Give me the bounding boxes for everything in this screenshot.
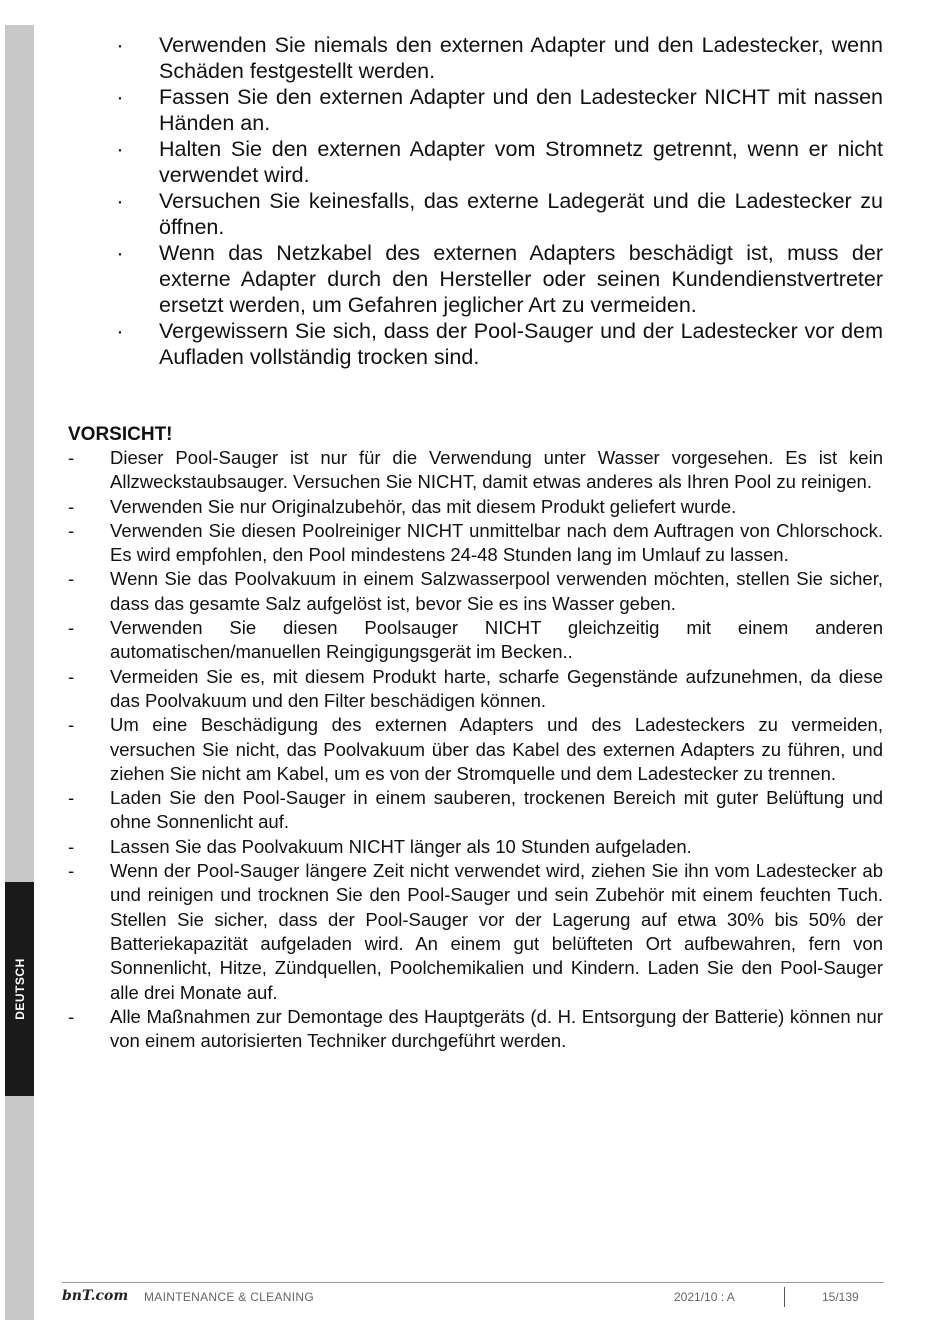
- dash-mark: -: [68, 1005, 75, 1027]
- brand-logo: bnT.com: [62, 1288, 129, 1304]
- caution-item: [68, 1005, 883, 1054]
- dash-mark: -: [68, 519, 75, 541]
- caution-text: Verwenden Sie diesen Poolsauger NICHT gleichzeitig mit einem anderen automatischen/manuellen Reingigungsgerät im Becken..: [110, 617, 883, 663]
- footer-revision: 2021/10 : A: [674, 1290, 735, 1304]
- caution-list: [68, 446, 883, 1053]
- caution-item: [68, 786, 883, 835]
- caution-text: Wenn Sie das Poolvakuum in einem Salzwasserpool verwenden möchten, stellen Sie sicher, dass das gesamte Salz aufgelöst ist, bevor Sie es ins Wasser geben.: [110, 568, 883, 614]
- caution-text: Vermeiden Sie es, mit diesem Produkt harte, scharfe Gegenstände aufzunehmen, da diese das Poolvakuum und den Filter beschädigen können.: [110, 665, 883, 711]
- caution-item: [68, 616, 883, 665]
- caution-item: [68, 446, 883, 495]
- dash-mark: -: [68, 495, 75, 517]
- language-tab-label: DEUTSCH: [12, 958, 27, 1020]
- caution-text: Um eine Beschädigung des externen Adapters und des Ladesteckers zu vermeiden, versuchen Sie nicht, das Poolvakuum über das Kabel des externen Adapters zu führen, und ziehen Sie nicht am Kabel, um es von der Stromquelle und dem Ladestecker zu trennen.: [110, 714, 883, 784]
- bullet-mark: ·: [116, 319, 124, 343]
- side-bar: [5, 25, 34, 1320]
- caution-text: Verwenden Sie diesen Poolreiniger NICHT unmittelbar nach dem Auftragen von Chlorschock. Es wird empfohlen, den Pool mindestens 24-48 Stunden lang im Umlauf zu lassen.: [110, 519, 883, 566]
- caution-text: Dieser Pool-Sauger ist nur für die Verwendung unter Wasser vorgesehen. Es ist kein Allzweckstaubsauger. Versuchen Sie NICHT, damit etwas anderes als Ihren Pool zu reinigen.: [110, 447, 883, 493]
- caution-text: Alle Maßnahmen zur Demontage des Hauptgeräts (d. H. Entsorgung der Batterie) können nur von einem autorisierten Techniker durchgeführt werden.: [110, 1005, 883, 1052]
- warning-item: [113, 240, 883, 318]
- caution-text: Laden Sie den Pool-Sauger in einem sauberen, trockenen Bereich mit guter Belüftung und ohne Sonnenlicht auf.: [110, 787, 883, 833]
- caution-item: [68, 519, 883, 568]
- dash-mark: -: [68, 835, 75, 857]
- footer-divider: [62, 1282, 884, 1283]
- dash-mark: -: [68, 787, 75, 809]
- caution-text: Verwenden Sie nur Originalzubehör, das mit diesem Produkt geliefert wurde.: [110, 495, 737, 517]
- caution-item: [68, 665, 883, 714]
- caution-item: [68, 495, 883, 519]
- warning-item: [113, 136, 883, 188]
- bullet-mark: ·: [116, 241, 124, 265]
- language-tab-label-wrap: [5, 882, 34, 1096]
- bullet-mark: ·: [116, 33, 124, 57]
- warning-text: Wenn das Netzkabel des externen Adapters beschädigt ist, muss der externe Adapter durch den Hersteller oder seinen Kundendienstvertreter ersetzt werden, um Gefahren jeglicher Art zu vermeiden.: [159, 241, 883, 317]
- warning-item: [113, 188, 883, 240]
- dash-mark: -: [68, 617, 75, 639]
- warning-text: Fassen Sie den externen Adapter und den Ladestecker NICHT mit nassen Händen an.: [159, 85, 883, 135]
- dash-mark: -: [68, 447, 75, 468]
- bullet-mark: ·: [116, 137, 124, 161]
- warning-item: [113, 32, 883, 84]
- warning-text: Halten Sie den externen Adapter vom Stromnetz getrennt, wenn er nicht verwendet wird.: [159, 137, 883, 187]
- page-footer: [62, 1287, 884, 1309]
- caution-item: [68, 713, 883, 786]
- dash-mark: -: [68, 568, 75, 590]
- warning-item: [113, 84, 883, 136]
- bullet-mark: ·: [116, 189, 124, 213]
- warning-text: Versuchen Sie keinesfalls, das externe Ladegerät und die Ladestecker zu öffnen.: [159, 189, 883, 239]
- warning-text: Vergewissern Sie sich, dass der Pool-Sauger und der Ladestecker vor dem Aufladen vollständig trocken sind.: [159, 319, 883, 369]
- dash-mark: -: [68, 860, 75, 882]
- warning-text: Verwenden Sie niemals den externen Adapter und den Ladestecker, wenn Schäden festgestellt werden.: [159, 33, 883, 83]
- caution-item: [68, 859, 883, 1005]
- caution-text: Lassen Sie das Poolvakuum NICHT länger als 10 Stunden aufgeladen.: [110, 835, 692, 857]
- bullet-mark: ·: [116, 85, 124, 109]
- safety-warnings-list: [113, 32, 883, 370]
- warning-item: [113, 318, 883, 370]
- caution-item: [68, 835, 883, 859]
- caution-text: Wenn der Pool-Sauger längere Zeit nicht verwendet wird, ziehen Sie ihn vom Ladestecker ab und reinigen und trocknen Sie den Pool-Sauger und sein Zubehör mit einem feuchten Tuch. Stellen Sie sicher, dass der Pool-Sauger vor der Lagerung auf etwa 30% bis 50% der Batteriekapazität aufgeladen wird. An einem gut belüfteten Ort aufbewahren, fern von Sonnenlicht, Hitze, Zündquellen, Poolchemikalien und Kindern. Laden Sie den Pool-Sauger alle drei Monate auf.: [110, 860, 883, 1003]
- footer-section-title: MAINTENANCE & CLEANING: [144, 1290, 314, 1304]
- page-number: 15/139: [822, 1290, 859, 1304]
- caution-heading: VORSICHT!: [68, 424, 173, 445]
- footer-separator: [784, 1287, 785, 1307]
- dash-mark: -: [68, 665, 75, 687]
- dash-mark: -: [68, 714, 75, 736]
- caution-item: [68, 567, 883, 616]
